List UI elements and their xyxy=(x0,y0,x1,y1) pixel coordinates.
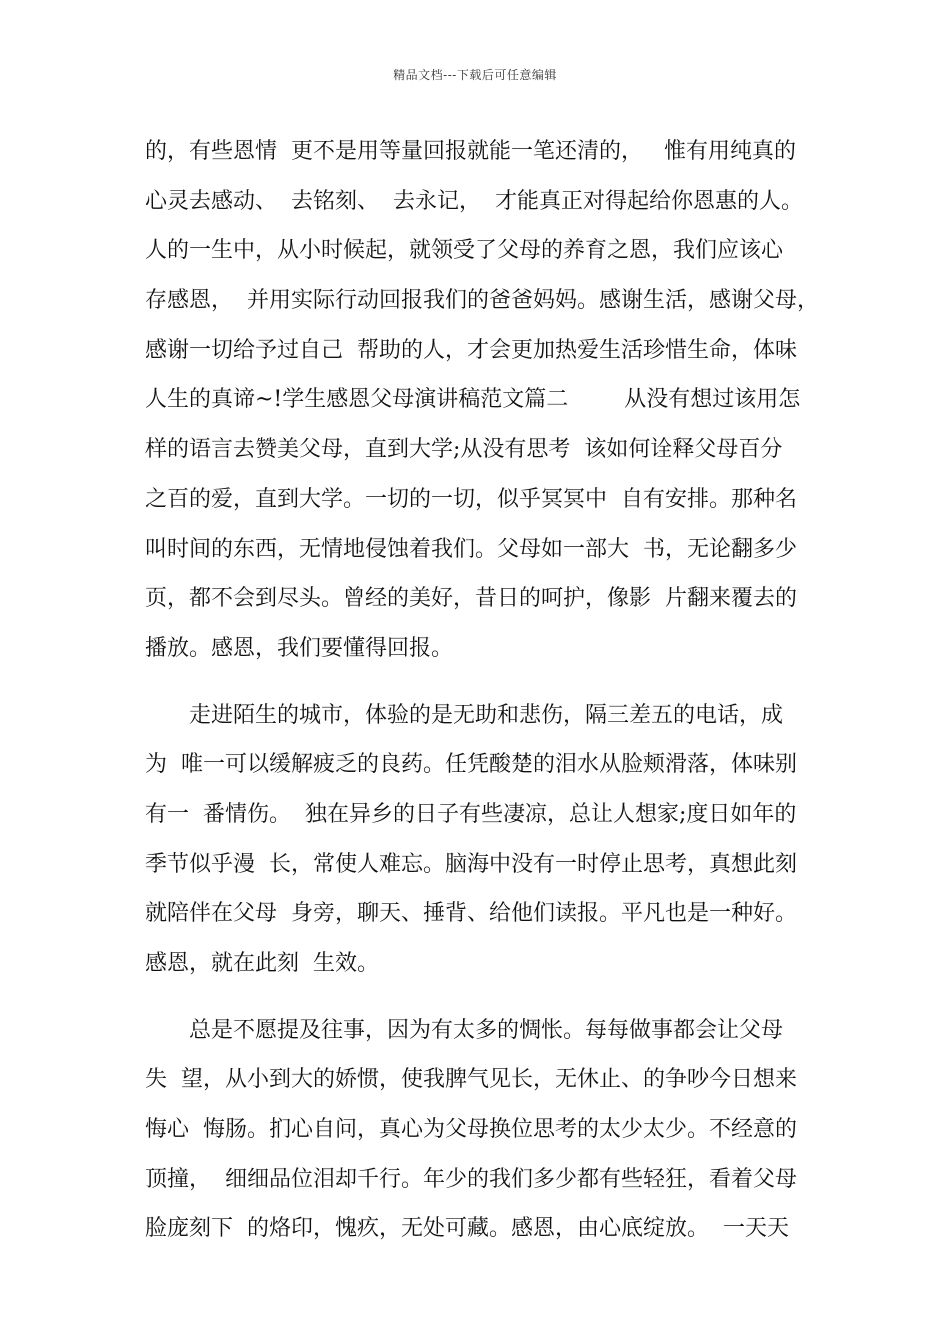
text-line: 叫时间的东西，无情地侵蚀着我们。父母如一部大 书，无论翻多少 xyxy=(145,536,797,562)
paragraph-gap xyxy=(145,679,825,696)
text-line: 人生的真谛~!学生感恩父母演讲稿范文篇二 从没有想过该用怎 xyxy=(145,387,801,413)
text-line: 走进陌生的城市，体验的是无助和悲伤，隔三差五的电话，成 xyxy=(189,702,784,728)
document-body xyxy=(145,132,825,1259)
paragraph xyxy=(145,132,825,679)
text-line: 失 望，从小到大的娇惯，使我脾气见长，无休止、的争吵今日想来 xyxy=(145,1067,797,1093)
text-line: 总是不愿提及往事，因为有太多的惆怅。每每做事都会让父母 xyxy=(189,1017,784,1043)
text-line: 心灵去感动、 去铭刻、 去永记， 才能真正对得起给你恩惠的人。 xyxy=(145,188,803,214)
text-line: 为 唯一可以缓解疲乏的良药。任凭酸楚的泪水从脸颊滑落，体味别 xyxy=(145,752,797,778)
text-line: 页，都不会到尽头。曾经的美好，昔日的呵护，像影 片翻来覆去的 xyxy=(145,586,797,612)
paragraph xyxy=(145,1011,825,1259)
paragraph xyxy=(145,696,825,994)
text-line: 感恩，就在此刻 生效。 xyxy=(145,951,379,976)
page-header: 精品文档---下载后可任意编辑 xyxy=(393,68,557,82)
text-line: 季节似乎漫 长，常使人难忘。脑海中没有一时停止思考，真想此刻 xyxy=(145,851,797,877)
text-line: 人的一生中，从小时候起，就领受了父母的养育之恩，我们应该心 xyxy=(145,238,784,264)
text-line: 有一 番情伤。 独在异乡的日子有些凄凉，总让人想家;度日如年的 xyxy=(145,801,797,827)
text-line: 之百的爱，直到大学。一切的一切，似乎冥冥中 自有安排。那种名 xyxy=(145,486,797,512)
text-line: 顶撞， 细细品位泪却千行。年少的我们多少都有些轻狂，看着父母 xyxy=(145,1166,797,1192)
text-line: 的，有些恩情 更不是用等量回报就能一笔还清的， 惟有用纯真的 xyxy=(145,139,796,164)
text-line: 就陪伴在父母 身旁，聊天、捶背、给他们读报。平凡也是一种好。 xyxy=(145,901,797,927)
text-line: 存感恩， 并用实际行动回报我们的爸爸妈妈。感谢生活，感谢父母， xyxy=(145,288,819,314)
text-line: 脸庞刻下 的烙印，愧疚，无处可藏。感恩，由心底绽放。 一天天 xyxy=(145,1216,789,1242)
text-line: 样的语言去赞美父母，直到大学;从没有思考 该如何诠释父母百分 xyxy=(145,437,783,463)
text-line: 播放。感恩，我们要懂得回报。 xyxy=(145,635,454,661)
text-line: 感谢一切给予过自己 帮助的人，才会更加热爱生活珍惜生命，体味 xyxy=(145,337,797,363)
paragraph-gap xyxy=(145,994,825,1011)
text-line: 悔心 悔肠。扪心自问，真心为父母换位思考的太少太少。不经意的 xyxy=(145,1117,797,1143)
